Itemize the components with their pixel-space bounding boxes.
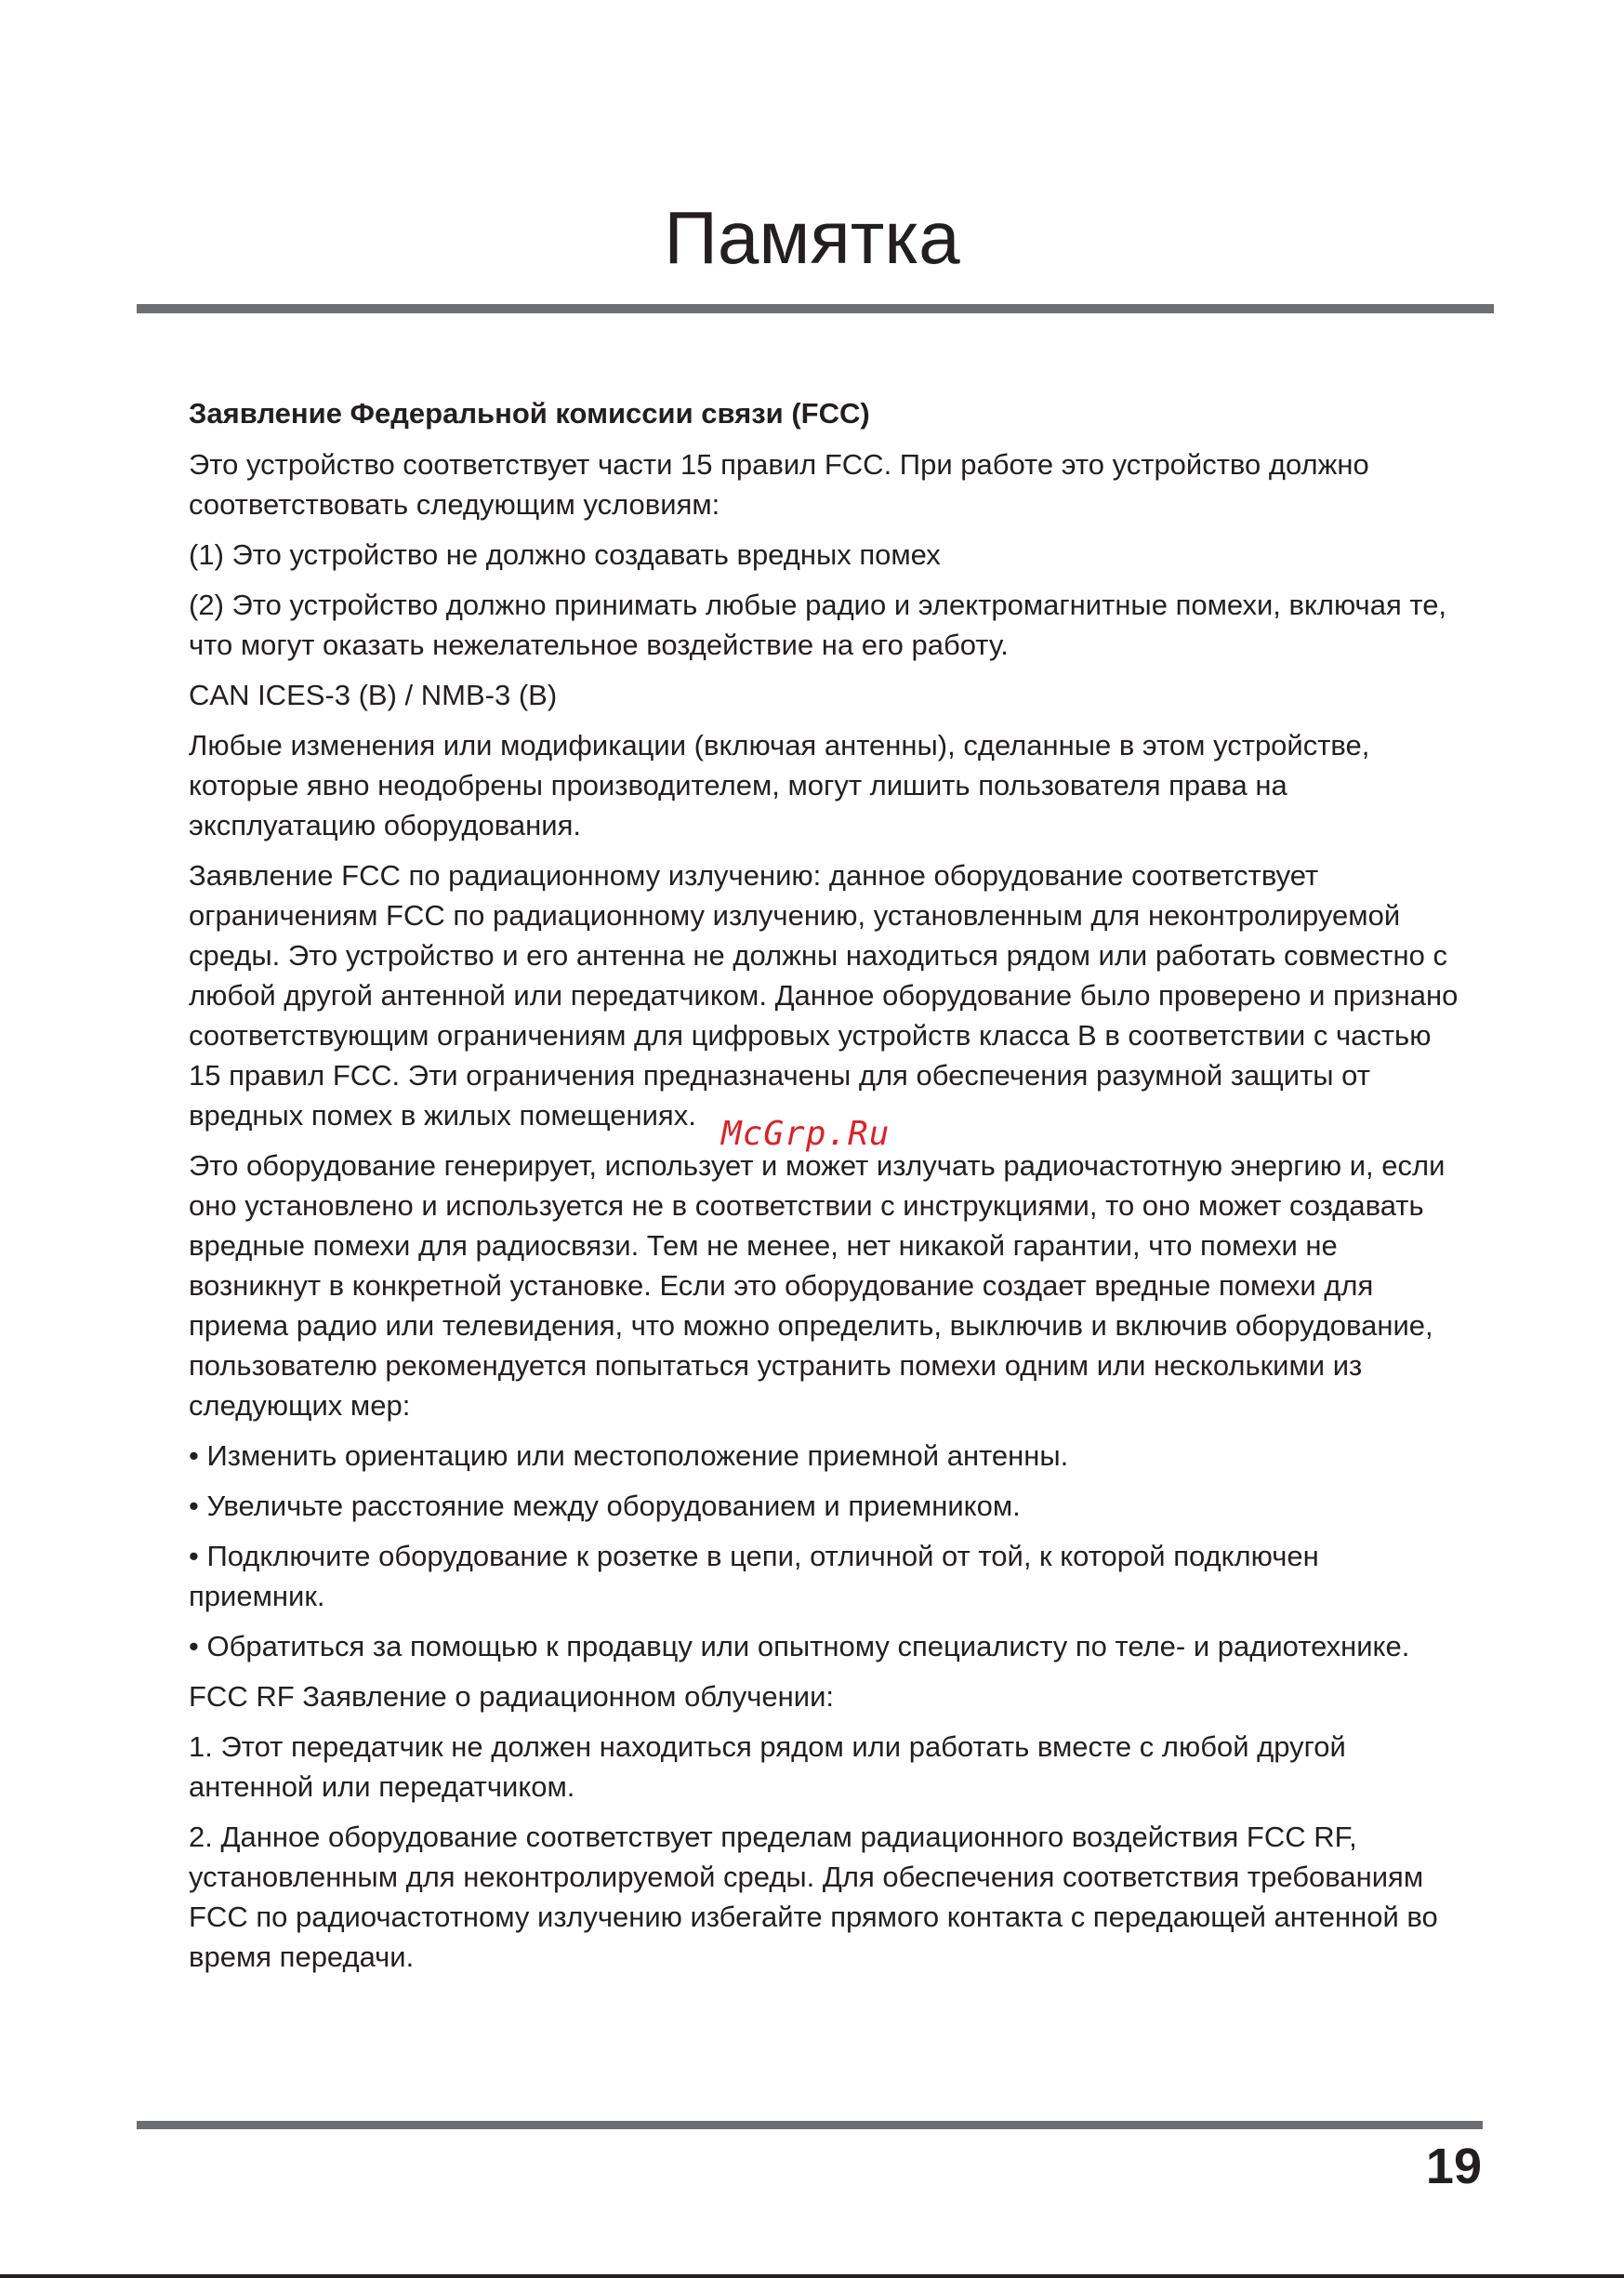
paragraph-ices: CAN ICES-3 (B) / NMB-3 (B) — [189, 679, 558, 711]
title-divider — [137, 304, 1494, 313]
page-title: Памятка — [664, 196, 960, 279]
list-item-outlet: • Подключите оборудование к розетке в цепи, отличной от той, к которой подключен приемник. — [189, 1540, 1319, 1612]
page-number: 19 — [1425, 2139, 1482, 2194]
paragraph-compliance-intro: Это устройство соответствует части 15 правил FCC. При работе это устройство должно соответствовать следующим условиям: — [189, 448, 1369, 521]
list-item-reorient: • Изменить ориентацию или местоположение приемной антенны. — [189, 1439, 1069, 1472]
page-bottom-edge — [0, 2274, 1624, 2278]
paragraph-condition-2: (2) Это устройство должно принимать любые радио и электромагнитные помехи, включая те, что могут оказать нежелательное воздействие на его работу. — [189, 589, 1447, 661]
document-body — [189, 393, 1462, 1987]
paragraph-rf-heading: FCC RF Заявление о радиационном облучении: — [189, 1680, 835, 1713]
paragraph-condition-1: (1) Это устройство не должно создавать вредных помех — [189, 538, 941, 571]
paragraph-modifications: Любые изменения или модификации (включая антенны), сделанные в этом устройстве, которые явно неодобрены производителем, могут лишить пользователя права на эксплуатацию оборудования. — [189, 729, 1370, 841]
paragraph-radiation-statement: Заявление FCC по радиационному излучению: данное оборудование соответствует ограничениям FCC по радиационному излучению, установленным для неконтролируемой среды. Это устройство и его антенна не должны находиться рядом или работать совместно с любой другой антенной или передатчиком. Данное оборудование было проверено и признано соответствующим ограничениям для цифровых устройств класса B в соответствии с частью 15 правил FCC. Эти ограничения предназначены для обеспечения разумной защиты от вредных помех в жилых помещениях. — [189, 859, 1459, 1132]
section-heading: Заявление Федеральной комиссии связи (FCC) — [189, 397, 870, 430]
watermark: McGrp.Ru — [721, 1115, 891, 1153]
paragraph-rf-2: 2. Данное оборудование соответствует пределам радиационного воздействия FCC RF, установленным для неконтролируемой среды. Для обеспечения соответствия требованиям FCC по радиочастотному излучению избегайте прямого контакта с передающей антенной во время передачи. — [189, 1821, 1438, 1973]
list-item-consult: • Обратиться за помощью к продавцу или опытному специалисту по теле- и радиотехнике. — [189, 1630, 1410, 1662]
paragraph-interference: Это оборудование генерирует, использует и может излучать радиочастотную энергию и, если оно установлено и используется не в соответствии с инструкциями, то оно может создавать вредные помехи для радиосвязи. Тем не менее, нет никакой гарантии, что помехи не возникнут в конкретной установке. Если это оборудование создает вредные помехи для приема радио или телевидения, что можно определить, выключив и включив оборудование, пользователю рекомендуется попытаться устранить помехи одним или несколькими из следующих мер: — [189, 1149, 1446, 1422]
paragraph-rf-1: 1. Этот передатчик не должен находиться рядом или работать вместе с любой другой антенной или передатчиком. — [189, 1730, 1346, 1803]
list-item-separation: • Увеличьте расстояние между оборудованием и приемником. — [189, 1490, 1021, 1522]
footer-divider — [137, 2121, 1483, 2129]
